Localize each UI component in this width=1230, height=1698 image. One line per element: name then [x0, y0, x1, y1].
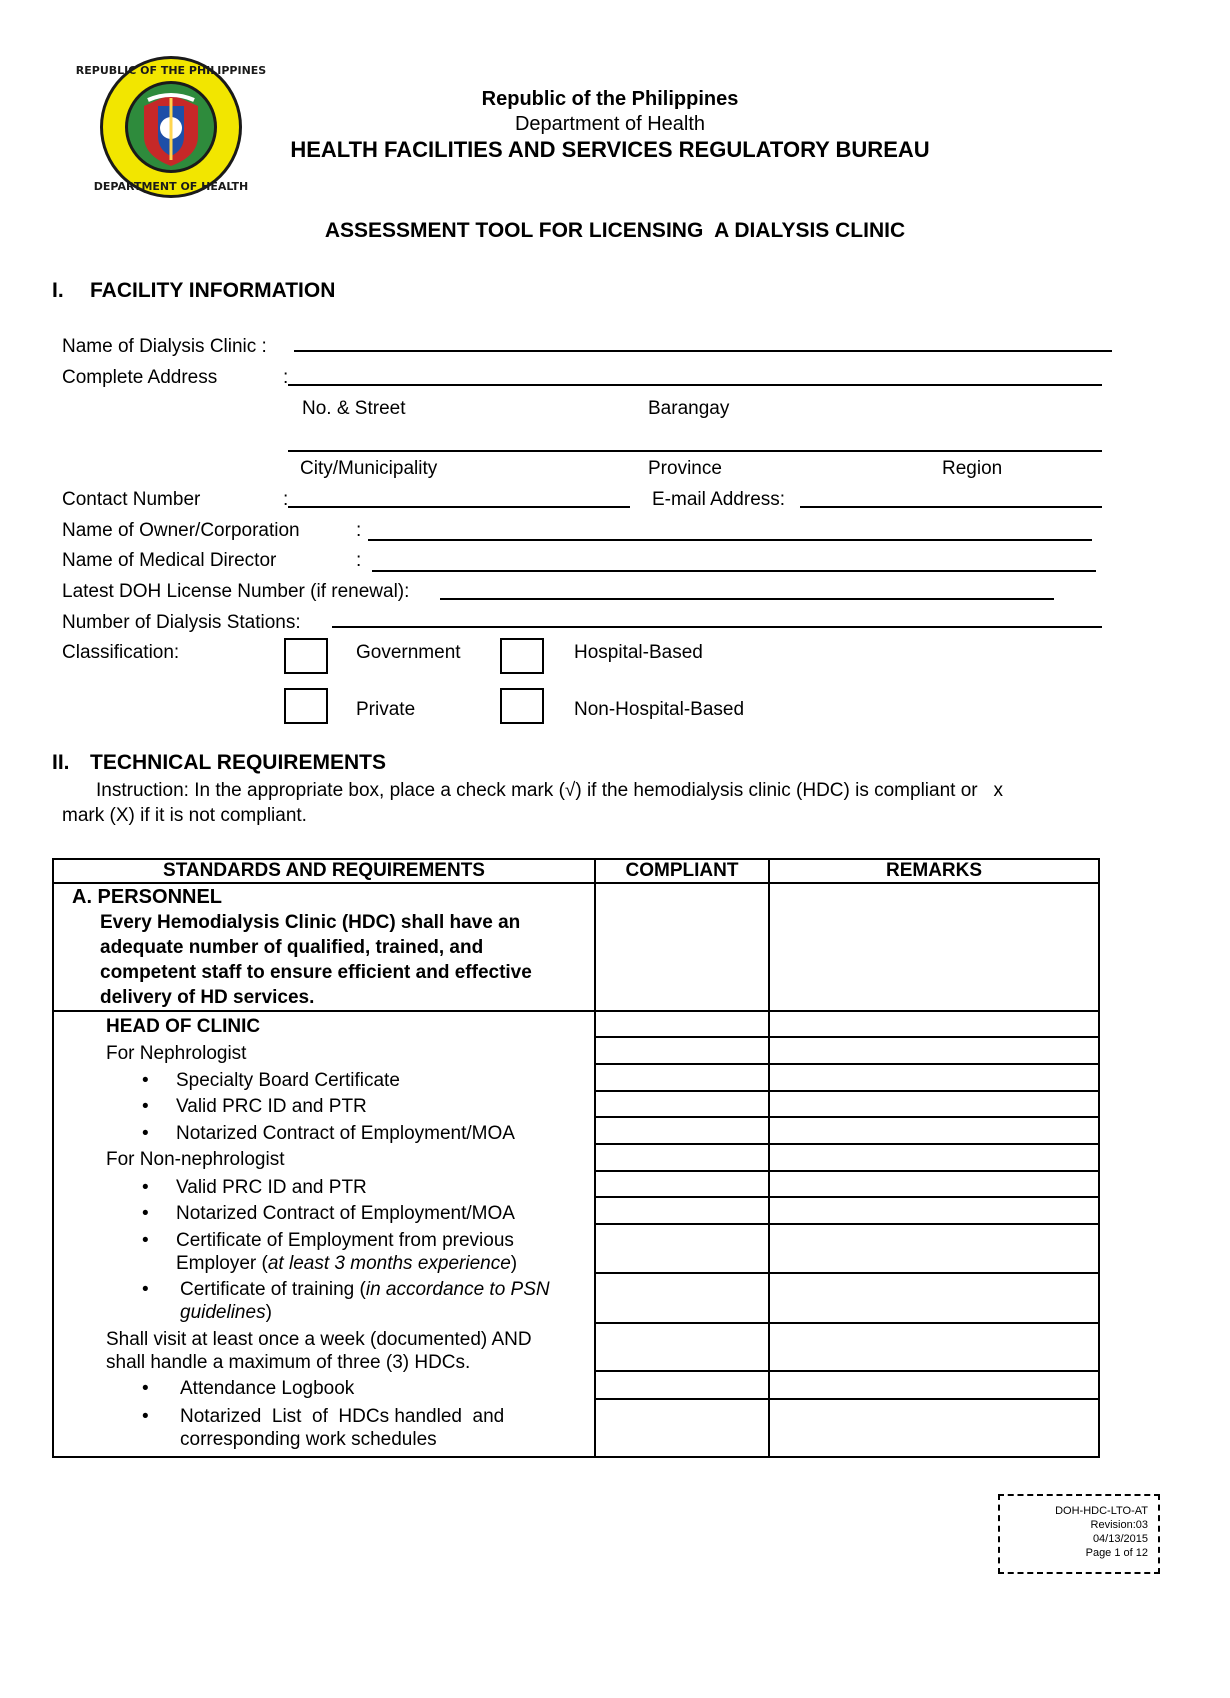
- owner-colon: :: [356, 520, 362, 541]
- hospital-based-checkbox[interactable]: [500, 638, 544, 674]
- svg-text:DEPARTMENT OF HEALTH: DEPARTMENT OF HEALTH: [93, 180, 249, 193]
- remarks-cell[interactable]: [770, 1092, 1098, 1118]
- cert-training-1a: Certificate of training (: [180, 1279, 366, 1300]
- head-of-clinic-standard-cell: [53, 1011, 595, 1457]
- non-neph-item-contract: Notarized Contract of Employment/MOA: [176, 1203, 515, 1224]
- for-nephrologist-label: For Nephrologist: [106, 1043, 247, 1064]
- address-street-field[interactable]: [288, 384, 1102, 386]
- city-caption: City/Municipality: [300, 458, 438, 479]
- bullet-icon: •: [142, 1177, 149, 1198]
- head-of-clinic-compliant-column: [595, 1011, 769, 1457]
- visit-line2: shall handle a maximum of three (3) HDCs.: [106, 1352, 471, 1373]
- personnel-desc-4: delivery of HD services.: [100, 987, 315, 1008]
- cert-training-2b: ): [265, 1302, 272, 1323]
- col-compliant-header: COMPLIANT: [595, 859, 769, 883]
- compliant-cell[interactable]: [596, 1145, 768, 1172]
- page-title: ASSESSMENT TOOL FOR LICENSING A DIALYSIS CLINIC: [324, 219, 906, 242]
- remarks-cell[interactable]: [770, 1012, 1098, 1038]
- street-caption: No. & Street: [302, 398, 406, 419]
- non-hospital-based-checkbox[interactable]: [500, 688, 544, 724]
- instruction-line1: Instruction: In the appropriate box, place a check mark (√) if the hemodialysis clinic (HDC) is compliant or x: [96, 780, 1003, 801]
- remarks-cell[interactable]: [770, 1038, 1098, 1065]
- director-field[interactable]: [372, 570, 1096, 572]
- personnel-desc-2: adequate number of qualified, trained, and: [100, 937, 484, 958]
- contact-label: Contact Number: [62, 489, 201, 510]
- personnel-row: [53, 883, 1099, 1011]
- address-label: Complete Address: [62, 367, 218, 388]
- requirements-table: [52, 858, 1100, 1458]
- section1-heading: FACILITY INFORMATION: [90, 279, 336, 302]
- cert-employment-2c: ): [510, 1253, 518, 1274]
- head-of-clinic-row: [53, 1011, 1099, 1457]
- license-field[interactable]: [440, 598, 1054, 600]
- visit-line1: Shall visit at least once a week (documented) AND: [106, 1329, 532, 1350]
- compliant-cell[interactable]: [596, 1400, 768, 1456]
- personnel-compliant-cell[interactable]: [595, 883, 769, 1011]
- compliant-cell[interactable]: [596, 1038, 768, 1065]
- contact-field[interactable]: [288, 506, 630, 508]
- cert-employment-line2: [176, 1253, 517, 1275]
- barangay-caption: Barangay: [648, 398, 730, 419]
- cert-training-line1: [180, 1279, 550, 1301]
- clinic-name-label: Name of Dialysis Clinic :: [62, 336, 267, 357]
- private-option: Private: [356, 699, 416, 720]
- email-label: E-mail Address:: [652, 489, 786, 510]
- remarks-cell[interactable]: [770, 1274, 1098, 1324]
- hospital-based-option: Hospital-Based: [574, 642, 703, 663]
- cert-training-2a: guidelines: [180, 1302, 266, 1323]
- bullet-icon: •: [142, 1378, 149, 1399]
- cert-employment-2b: at least 3 months experience: [267, 1253, 511, 1274]
- remarks-cells: [770, 1012, 1098, 1456]
- compliant-cell[interactable]: [596, 1198, 768, 1225]
- remarks-cell[interactable]: [770, 1225, 1098, 1274]
- compliant-cell[interactable]: [596, 1274, 768, 1324]
- contact-colon: :: [283, 489, 289, 510]
- stations-field[interactable]: [332, 626, 1102, 628]
- bullet-icon: •: [142, 1279, 149, 1300]
- classification-label: Classification:: [62, 642, 180, 663]
- section1-number: I.: [52, 279, 64, 302]
- license-label: Latest DOH License Number (if renewal):: [62, 581, 410, 602]
- head-of-clinic-remarks-column: [769, 1011, 1099, 1457]
- bullet-icon: •: [142, 1406, 149, 1427]
- compliant-cell[interactable]: [596, 1225, 768, 1274]
- compliant-cells: [596, 1012, 768, 1456]
- neph-item-specialty-board: Specialty Board Certificate: [176, 1070, 400, 1091]
- doc-date: 04/13/2015: [1092, 1533, 1148, 1545]
- doc-revision: Revision:03: [1090, 1519, 1148, 1531]
- owner-label: Name of Owner/Corporation: [62, 520, 300, 541]
- owner-field[interactable]: [368, 539, 1092, 541]
- svg-text:REPUBLIC OF THE PHILIPPINES: REPUBLIC OF THE PHILIPPINES: [75, 64, 267, 77]
- director-colon: :: [356, 550, 362, 571]
- header-republic: Republic of the Philippines: [481, 88, 739, 110]
- header-bureau: HEALTH FACILITIES AND SERVICES REGULATORY BUREAU: [290, 137, 930, 162]
- bullet-icon: •: [142, 1096, 149, 1117]
- compliant-cell[interactable]: [596, 1372, 768, 1400]
- table-header-row: [53, 859, 1099, 883]
- remarks-cell[interactable]: [770, 1372, 1098, 1400]
- remarks-cell[interactable]: [770, 1198, 1098, 1225]
- remarks-cell[interactable]: [770, 1400, 1098, 1456]
- col-standards-header: STANDARDS AND REQUIREMENTS: [53, 859, 595, 883]
- personnel-remarks-cell[interactable]: [769, 883, 1099, 1011]
- compliant-cell[interactable]: [596, 1092, 768, 1118]
- government-option: Government: [356, 642, 461, 663]
- director-label: Name of Medical Director: [62, 550, 277, 571]
- address-city-field[interactable]: [288, 450, 1102, 452]
- address-colon: :: [283, 367, 289, 388]
- email-field[interactable]: [800, 506, 1102, 508]
- head-of-clinic-title: HEAD OF CLINIC: [106, 1016, 261, 1037]
- section2-number: II.: [52, 751, 70, 774]
- notarized-list-line1: Notarized List of HDCs handled and: [180, 1406, 505, 1427]
- for-non-nephrologist-label: For Non-nephrologist: [106, 1149, 285, 1170]
- non-hospital-based-option: Non-Hospital-Based: [574, 699, 745, 720]
- personnel-desc-1: Every Hemodialysis Clinic (HDC) shall have an: [100, 912, 521, 933]
- header-department: Department of Health: [514, 113, 706, 135]
- cert-employment-line1: Certificate of Employment from previous: [176, 1230, 514, 1251]
- non-neph-item-prc: Valid PRC ID and PTR: [176, 1177, 367, 1198]
- compliant-cell[interactable]: [596, 1172, 768, 1198]
- province-caption: Province: [648, 458, 722, 479]
- remarks-cell[interactable]: [770, 1065, 1098, 1092]
- clinic-name-field[interactable]: [294, 350, 1112, 352]
- bullet-icon: •: [142, 1123, 149, 1144]
- compliant-cell[interactable]: [596, 1118, 768, 1145]
- remarks-cell[interactable]: [770, 1145, 1098, 1172]
- region-caption: Region: [942, 458, 1003, 479]
- compliant-cell[interactable]: [596, 1065, 768, 1092]
- compliant-cell[interactable]: [596, 1012, 768, 1038]
- cert-training-1b: in accordance to PSN: [365, 1279, 550, 1300]
- personnel-desc-3: competent staff to ensure efficient and effective: [100, 962, 532, 983]
- stations-label: Number of Dialysis Stations:: [62, 612, 301, 633]
- cert-training-line2: [180, 1302, 272, 1324]
- notarized-list-line2: corresponding work schedules: [180, 1429, 437, 1450]
- bullet-icon: •: [142, 1230, 149, 1251]
- remarks-cell[interactable]: [770, 1118, 1098, 1145]
- instruction-line2: mark (X) if it is not compliant.: [62, 805, 307, 826]
- document-control-box: [998, 1494, 1160, 1574]
- government-checkbox[interactable]: [284, 638, 328, 674]
- private-checkbox[interactable]: [284, 688, 328, 724]
- personnel-title: A. PERSONNEL: [72, 886, 223, 908]
- bullet-icon: •: [142, 1203, 149, 1224]
- doc-page-number: Page 1 of 12: [1085, 1547, 1148, 1559]
- attendance-logbook: Attendance Logbook: [180, 1378, 355, 1399]
- section2-heading: TECHNICAL REQUIREMENTS: [90, 751, 386, 774]
- compliant-cell[interactable]: [596, 1324, 768, 1372]
- personnel-standard-cell: [53, 883, 595, 1011]
- doc-code: DOH-HDC-LTO-AT: [1055, 1505, 1148, 1517]
- bullet-icon: •: [142, 1070, 149, 1091]
- neph-item-contract: Notarized Contract of Employment/MOA: [176, 1123, 515, 1144]
- remarks-cell[interactable]: [770, 1324, 1098, 1372]
- col-remarks-header: REMARKS: [769, 859, 1099, 883]
- cert-employment-2a: Employer (: [176, 1253, 268, 1274]
- remarks-cell[interactable]: [770, 1172, 1098, 1198]
- neph-item-prc: Valid PRC ID and PTR: [176, 1096, 367, 1117]
